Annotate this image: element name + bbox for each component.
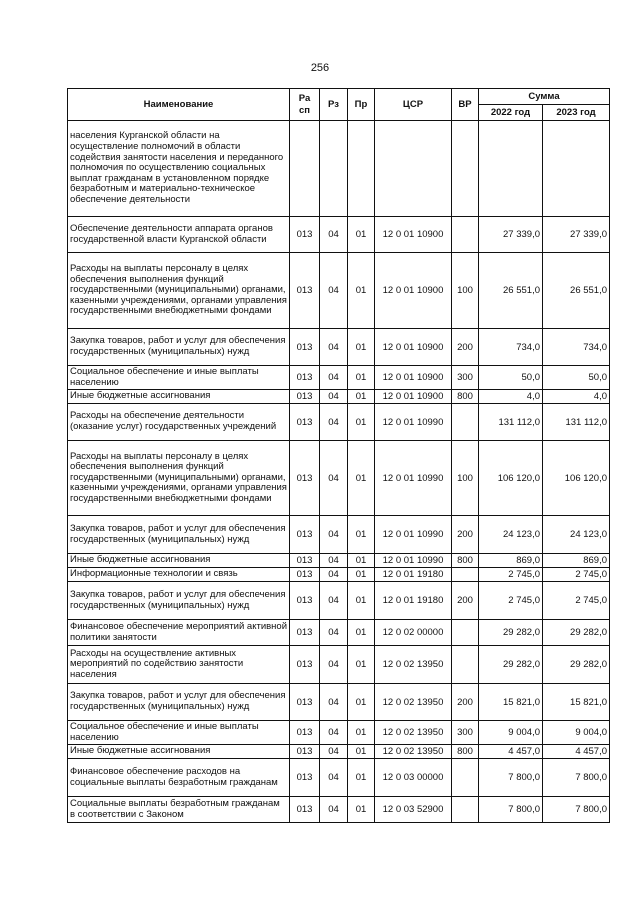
row-csr: 12 0 01 10900	[375, 366, 452, 390]
row-amount-2023: 2 745,0	[543, 582, 610, 620]
row-rz: 04	[320, 554, 348, 568]
row-rasp: 013	[290, 516, 320, 554]
row-rz: 04	[320, 441, 348, 516]
row-csr	[375, 121, 452, 217]
row-amount-2022: 2 745,0	[479, 568, 543, 582]
row-rasp: 013	[290, 759, 320, 797]
row-vr	[452, 759, 479, 797]
table-row	[68, 646, 610, 684]
row-rasp: 013	[290, 620, 320, 646]
row-pr: 01	[348, 554, 375, 568]
table-row	[68, 404, 610, 441]
row-vr	[452, 646, 479, 684]
row-csr: 12 0 03 52900	[375, 797, 452, 823]
table-row	[68, 253, 610, 329]
row-rasp: 013	[290, 582, 320, 620]
row-csr: 12 0 01 10900	[375, 217, 452, 253]
row-rz: 04	[320, 516, 348, 554]
row-amount-2022: 27 339,0	[479, 217, 543, 253]
row-rasp: 013	[290, 721, 320, 745]
row-rasp: 013	[290, 745, 320, 759]
row-name: Расходы на осуществление активных мероприятий по содействию занятости населения	[68, 646, 290, 684]
row-csr: 12 0 01 10900	[375, 390, 452, 404]
table-row	[68, 554, 610, 568]
row-vr: 800	[452, 554, 479, 568]
row-rz	[320, 121, 348, 217]
row-vr	[452, 121, 479, 217]
row-pr: 01	[348, 568, 375, 582]
row-amount-2023: 7 800,0	[543, 797, 610, 823]
row-vr: 300	[452, 366, 479, 390]
row-vr: 200	[452, 516, 479, 554]
row-name: Закупка товаров, работ и услуг для обеспечения государственных (муниципальных) нужд	[68, 684, 290, 721]
row-csr: 12 0 01 10990	[375, 554, 452, 568]
row-vr: 200	[452, 582, 479, 620]
row-csr: 12 0 01 10900	[375, 329, 452, 366]
row-pr: 01	[348, 253, 375, 329]
row-pr: 01	[348, 582, 375, 620]
row-rz: 04	[320, 404, 348, 441]
row-vr: 200	[452, 329, 479, 366]
row-amount-2023: 4 457,0	[543, 745, 610, 759]
table-row	[68, 329, 610, 366]
row-pr: 01	[348, 390, 375, 404]
row-vr: 100	[452, 253, 479, 329]
row-rz: 04	[320, 217, 348, 253]
row-vr: 100	[452, 441, 479, 516]
row-amount-2022: 29 282,0	[479, 646, 543, 684]
row-rz: 04	[320, 253, 348, 329]
row-name: Иные бюджетные ассигнования	[68, 745, 290, 759]
row-rasp: 013	[290, 390, 320, 404]
row-rz: 04	[320, 620, 348, 646]
row-vr: 300	[452, 721, 479, 745]
row-name: Финансовое обеспечение мероприятий активной политики занятости	[68, 620, 290, 646]
row-rz: 04	[320, 390, 348, 404]
table-row	[68, 121, 610, 217]
row-amount-2023: 131 112,0	[543, 404, 610, 441]
row-amount-2023: 26 551,0	[543, 253, 610, 329]
row-pr: 01	[348, 329, 375, 366]
row-amount-2022: 50,0	[479, 366, 543, 390]
row-csr: 12 0 01 10990	[375, 404, 452, 441]
row-name: населения Курганской области на осуществление полномочий в области содействия занятости населения и переданного полномочия по осуществлению социальных выплат гражданам в установленном порядке безработным и материально-техническое обеспечение деятельности	[68, 121, 290, 217]
header-year-2023: 2023 год	[543, 105, 610, 121]
row-rz: 04	[320, 366, 348, 390]
table-row	[68, 390, 610, 404]
row-vr: 800	[452, 745, 479, 759]
header-pr: Пр	[348, 89, 375, 121]
row-rasp: 013	[290, 329, 320, 366]
row-vr	[452, 620, 479, 646]
table-row	[68, 217, 610, 253]
table-row	[68, 441, 610, 516]
table-row	[68, 721, 610, 745]
row-csr: 12 0 02 13950	[375, 745, 452, 759]
row-amount-2023: 9 004,0	[543, 721, 610, 745]
row-amount-2023: 29 282,0	[543, 646, 610, 684]
table-row	[68, 516, 610, 554]
row-rz: 04	[320, 745, 348, 759]
header-vr: ВР	[452, 89, 479, 121]
row-csr: 12 0 01 19180	[375, 582, 452, 620]
row-csr: 12 0 01 10900	[375, 253, 452, 329]
header-name: Наименование	[68, 89, 290, 121]
row-name: Обеспечение деятельности аппарата органов государственной власти Курганской области	[68, 217, 290, 253]
row-amount-2022: 106 120,0	[479, 441, 543, 516]
row-rasp: 013	[290, 568, 320, 582]
header-csr: ЦСР	[375, 89, 452, 121]
row-pr: 01	[348, 620, 375, 646]
row-rasp: 013	[290, 684, 320, 721]
row-name: Расходы на выплаты персоналу в целях обеспечения выполнения функций государственными (муниципальными) органами, казенными учреждениями, органами управления государственными внебюджетными фондами	[68, 441, 290, 516]
row-amount-2022: 869,0	[479, 554, 543, 568]
row-amount-2023: 106 120,0	[543, 441, 610, 516]
row-name: Закупка товаров, работ и услуг для обеспечения государственных (муниципальных) нужд	[68, 329, 290, 366]
row-pr: 01	[348, 516, 375, 554]
header-rz: Рз	[320, 89, 348, 121]
row-vr: 800	[452, 390, 479, 404]
row-name: Иные бюджетные ассигнования	[68, 554, 290, 568]
row-amount-2023: 50,0	[543, 366, 610, 390]
table-row	[68, 568, 610, 582]
row-pr	[348, 121, 375, 217]
row-amount-2022	[479, 121, 543, 217]
row-amount-2022: 9 004,0	[479, 721, 543, 745]
row-name: Социальные выплаты безработным гражданам в соответствии с Законом	[68, 797, 290, 823]
row-pr: 01	[348, 217, 375, 253]
row-rasp: 013	[290, 441, 320, 516]
row-name: Информационные технологии и связь	[68, 568, 290, 582]
row-rz: 04	[320, 721, 348, 745]
table-row	[68, 366, 610, 390]
row-rasp: 013	[290, 253, 320, 329]
row-name: Закупка товаров, работ и услуг для обеспечения государственных (муниципальных) нужд	[68, 582, 290, 620]
row-amount-2022: 7 800,0	[479, 759, 543, 797]
row-csr: 12 0 03 00000	[375, 759, 452, 797]
row-amount-2023: 2 745,0	[543, 568, 610, 582]
row-pr: 01	[348, 404, 375, 441]
budget-table	[67, 88, 610, 823]
row-amount-2022: 7 800,0	[479, 797, 543, 823]
table-body	[68, 121, 610, 823]
row-name: Закупка товаров, работ и услуг для обеспечения государственных (муниципальных) нужд	[68, 516, 290, 554]
row-csr: 12 0 01 19180	[375, 568, 452, 582]
header-year-2022: 2022 год	[479, 105, 543, 121]
row-amount-2023	[543, 121, 610, 217]
table-row	[68, 684, 610, 721]
row-pr: 01	[348, 441, 375, 516]
row-vr: 200	[452, 684, 479, 721]
row-rz: 04	[320, 568, 348, 582]
row-rz: 04	[320, 797, 348, 823]
row-rasp: 013	[290, 554, 320, 568]
header-sum: Сумма	[479, 89, 610, 105]
row-amount-2022: 2 745,0	[479, 582, 543, 620]
table-row	[68, 620, 610, 646]
row-rasp	[290, 121, 320, 217]
row-amount-2022: 26 551,0	[479, 253, 543, 329]
table-row	[68, 582, 610, 620]
row-amount-2022: 131 112,0	[479, 404, 543, 441]
row-csr: 12 0 02 13950	[375, 684, 452, 721]
table-row	[68, 759, 610, 797]
row-amount-2022: 4,0	[479, 390, 543, 404]
row-name: Социальное обеспечение и иные выплаты населению	[68, 366, 290, 390]
row-pr: 01	[348, 759, 375, 797]
row-csr: 12 0 01 10990	[375, 441, 452, 516]
row-pr: 01	[348, 646, 375, 684]
row-amount-2023: 29 282,0	[543, 620, 610, 646]
row-csr: 12 0 02 13950	[375, 646, 452, 684]
table-header	[68, 89, 610, 121]
table-row	[68, 797, 610, 823]
row-csr: 12 0 02 13950	[375, 721, 452, 745]
row-amount-2023: 24 123,0	[543, 516, 610, 554]
row-rasp: 013	[290, 217, 320, 253]
row-csr: 12 0 01 10990	[375, 516, 452, 554]
row-amount-2022: 4 457,0	[479, 745, 543, 759]
row-amount-2023: 7 800,0	[543, 759, 610, 797]
row-rz: 04	[320, 759, 348, 797]
row-amount-2023: 869,0	[543, 554, 610, 568]
row-pr: 01	[348, 745, 375, 759]
row-amount-2022: 15 821,0	[479, 684, 543, 721]
row-rz: 04	[320, 684, 348, 721]
row-amount-2022: 24 123,0	[479, 516, 543, 554]
row-csr: 12 0 02 00000	[375, 620, 452, 646]
row-rz: 04	[320, 582, 348, 620]
row-amount-2023: 27 339,0	[543, 217, 610, 253]
row-rz: 04	[320, 646, 348, 684]
row-pr: 01	[348, 797, 375, 823]
row-pr: 01	[348, 684, 375, 721]
row-name: Социальное обеспечение и иные выплаты населению	[68, 721, 290, 745]
row-vr	[452, 404, 479, 441]
row-pr: 01	[348, 721, 375, 745]
page-number: 256	[310, 62, 330, 74]
row-name: Иные бюджетные ассигнования	[68, 390, 290, 404]
row-amount-2023: 15 821,0	[543, 684, 610, 721]
header-rasp: Ра сп	[290, 89, 320, 121]
row-vr	[452, 568, 479, 582]
row-name: Расходы на обеспечение деятельности (оказание услуг) государственных учреждений	[68, 404, 290, 441]
row-rasp: 013	[290, 797, 320, 823]
row-rasp: 013	[290, 646, 320, 684]
row-amount-2022: 734,0	[479, 329, 543, 366]
row-rasp: 013	[290, 404, 320, 441]
row-vr	[452, 217, 479, 253]
row-rz: 04	[320, 329, 348, 366]
row-amount-2023: 734,0	[543, 329, 610, 366]
row-name: Расходы на выплаты персоналу в целях обеспечения выполнения функций государственными (муниципальными) органами, казенными учреждениями, органами управления государственными внебюджетными фондами	[68, 253, 290, 329]
row-amount-2022: 29 282,0	[479, 620, 543, 646]
row-amount-2023: 4,0	[543, 390, 610, 404]
table-row	[68, 745, 610, 759]
row-rasp: 013	[290, 366, 320, 390]
row-pr: 01	[348, 366, 375, 390]
row-vr	[452, 797, 479, 823]
row-name: Финансовое обеспечение расходов на социальные выплаты безработным гражданам	[68, 759, 290, 797]
